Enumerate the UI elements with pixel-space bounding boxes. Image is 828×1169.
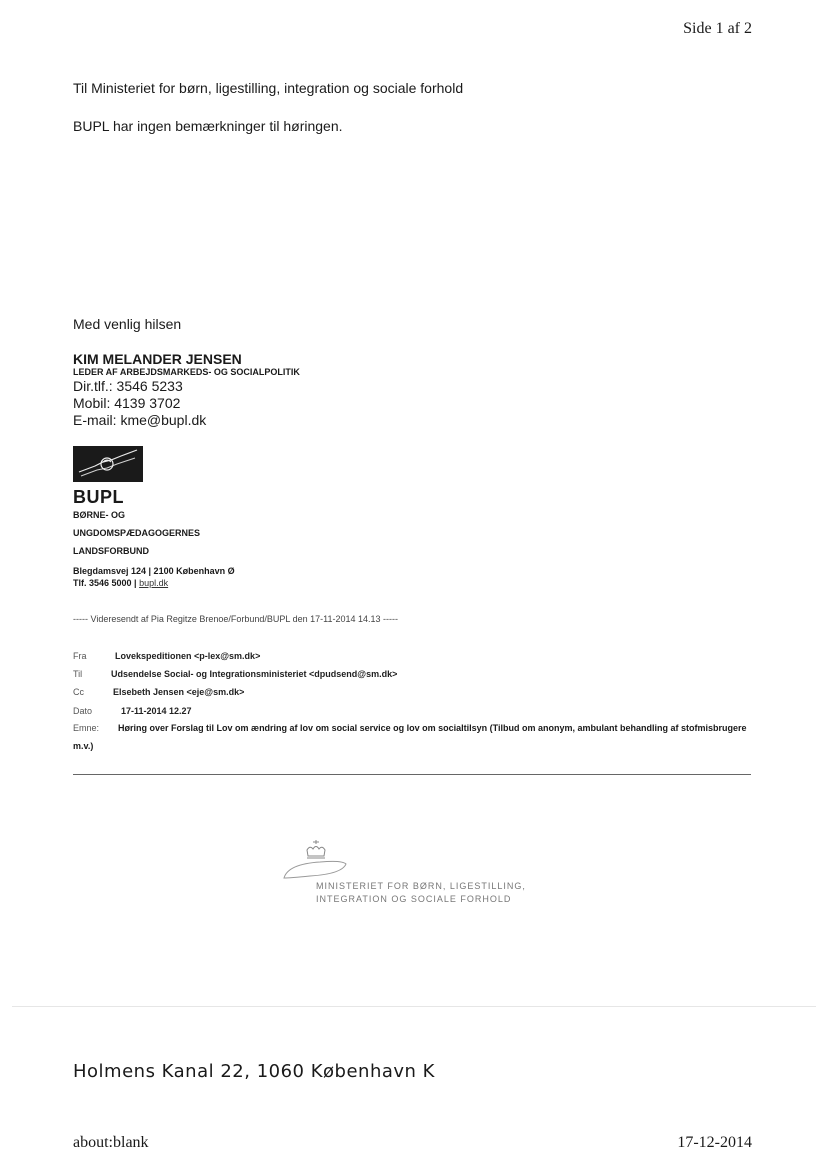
org-phone-number: Tlf. 3546 5000 | bbox=[73, 578, 137, 588]
ministry-name bbox=[316, 880, 526, 906]
footer-url: about:blank bbox=[73, 1134, 149, 1151]
horizontal-rule bbox=[73, 774, 751, 775]
crown-crest-icon bbox=[280, 838, 350, 884]
signature-direct-phone: Dir.tlf.: 3546 5233 bbox=[73, 378, 183, 394]
forwarded-note: ----- Videresendt af Pia Regitze Brenoe/Forbund/BUPL den 17-11-2014 14.13 ----- bbox=[73, 614, 399, 624]
cc-value: Elsebeth Jensen <eje@sm.dk> bbox=[113, 687, 245, 697]
to-value: Udsendelse Social- og Integrationsministeriet <dpudsend@sm.dk> bbox=[111, 669, 398, 679]
greeting-line: Til Ministeriet for børn, ligestilling, integration og sociale forhold bbox=[73, 80, 464, 96]
org-name-line-1: BØRNE- OG bbox=[73, 510, 126, 520]
org-address: Blegdamsvej 124 | 2100 København Ø bbox=[73, 566, 235, 576]
cc-label: Cc bbox=[73, 687, 84, 697]
signature-email: E-mail: kme@bupl.dk bbox=[73, 412, 207, 428]
ministry-name-line-1: MINISTERIET FOR BØRN, LIGESTILLING, bbox=[316, 881, 526, 891]
org-website-link[interactable]: bupl.dk bbox=[139, 578, 169, 588]
page-number-label: Side 1 af 2 bbox=[683, 20, 752, 37]
separator-line bbox=[12, 1006, 816, 1007]
bupl-wordmark: BUPL bbox=[73, 487, 124, 507]
org-name-line-3: LANDSFORBUND bbox=[73, 546, 149, 556]
org-phone bbox=[73, 578, 168, 588]
footer-date: 17-12-2014 bbox=[677, 1134, 752, 1151]
signature-mobile: Mobil: 4139 3702 bbox=[73, 395, 181, 411]
to-label: Til bbox=[73, 669, 83, 679]
date-label: Dato bbox=[73, 706, 93, 716]
signature-name: KIM MELANDER JENSEN bbox=[73, 351, 242, 367]
subject-value: Høring over Forslag til Lov om ændring af lov om social service og lov om socialtilsyn (Tilbud om anonym, ambulant behandling af stofmisbrugere m.v.) bbox=[73, 723, 747, 751]
ministry-address: Holmens Kanal 22, 1060 København K bbox=[73, 1061, 435, 1082]
org-name-line-2: UNGDOMSPÆDAGOGERNES bbox=[73, 528, 201, 538]
from-value: Lovekspeditionen <p-lex@sm.dk> bbox=[115, 651, 261, 661]
date-value: 17-11-2014 12.27 bbox=[121, 706, 192, 716]
signature-title: LEDER AF ARBEJDSMARKEDS- OG SOCIALPOLITIK bbox=[73, 367, 300, 377]
handshake-icon bbox=[73, 446, 143, 482]
bupl-logo-image bbox=[73, 446, 143, 482]
from-label: Fra bbox=[73, 651, 87, 661]
ministry-name-line-2: INTEGRATION OG SOCIALE FORHOLD bbox=[316, 894, 512, 904]
body-text: BUPL har ingen bemærkninger til høringen. bbox=[73, 118, 343, 134]
subject-label: Emne: bbox=[73, 723, 100, 733]
subject-block bbox=[73, 719, 763, 755]
closing-line: Med venlig hilsen bbox=[73, 316, 182, 332]
